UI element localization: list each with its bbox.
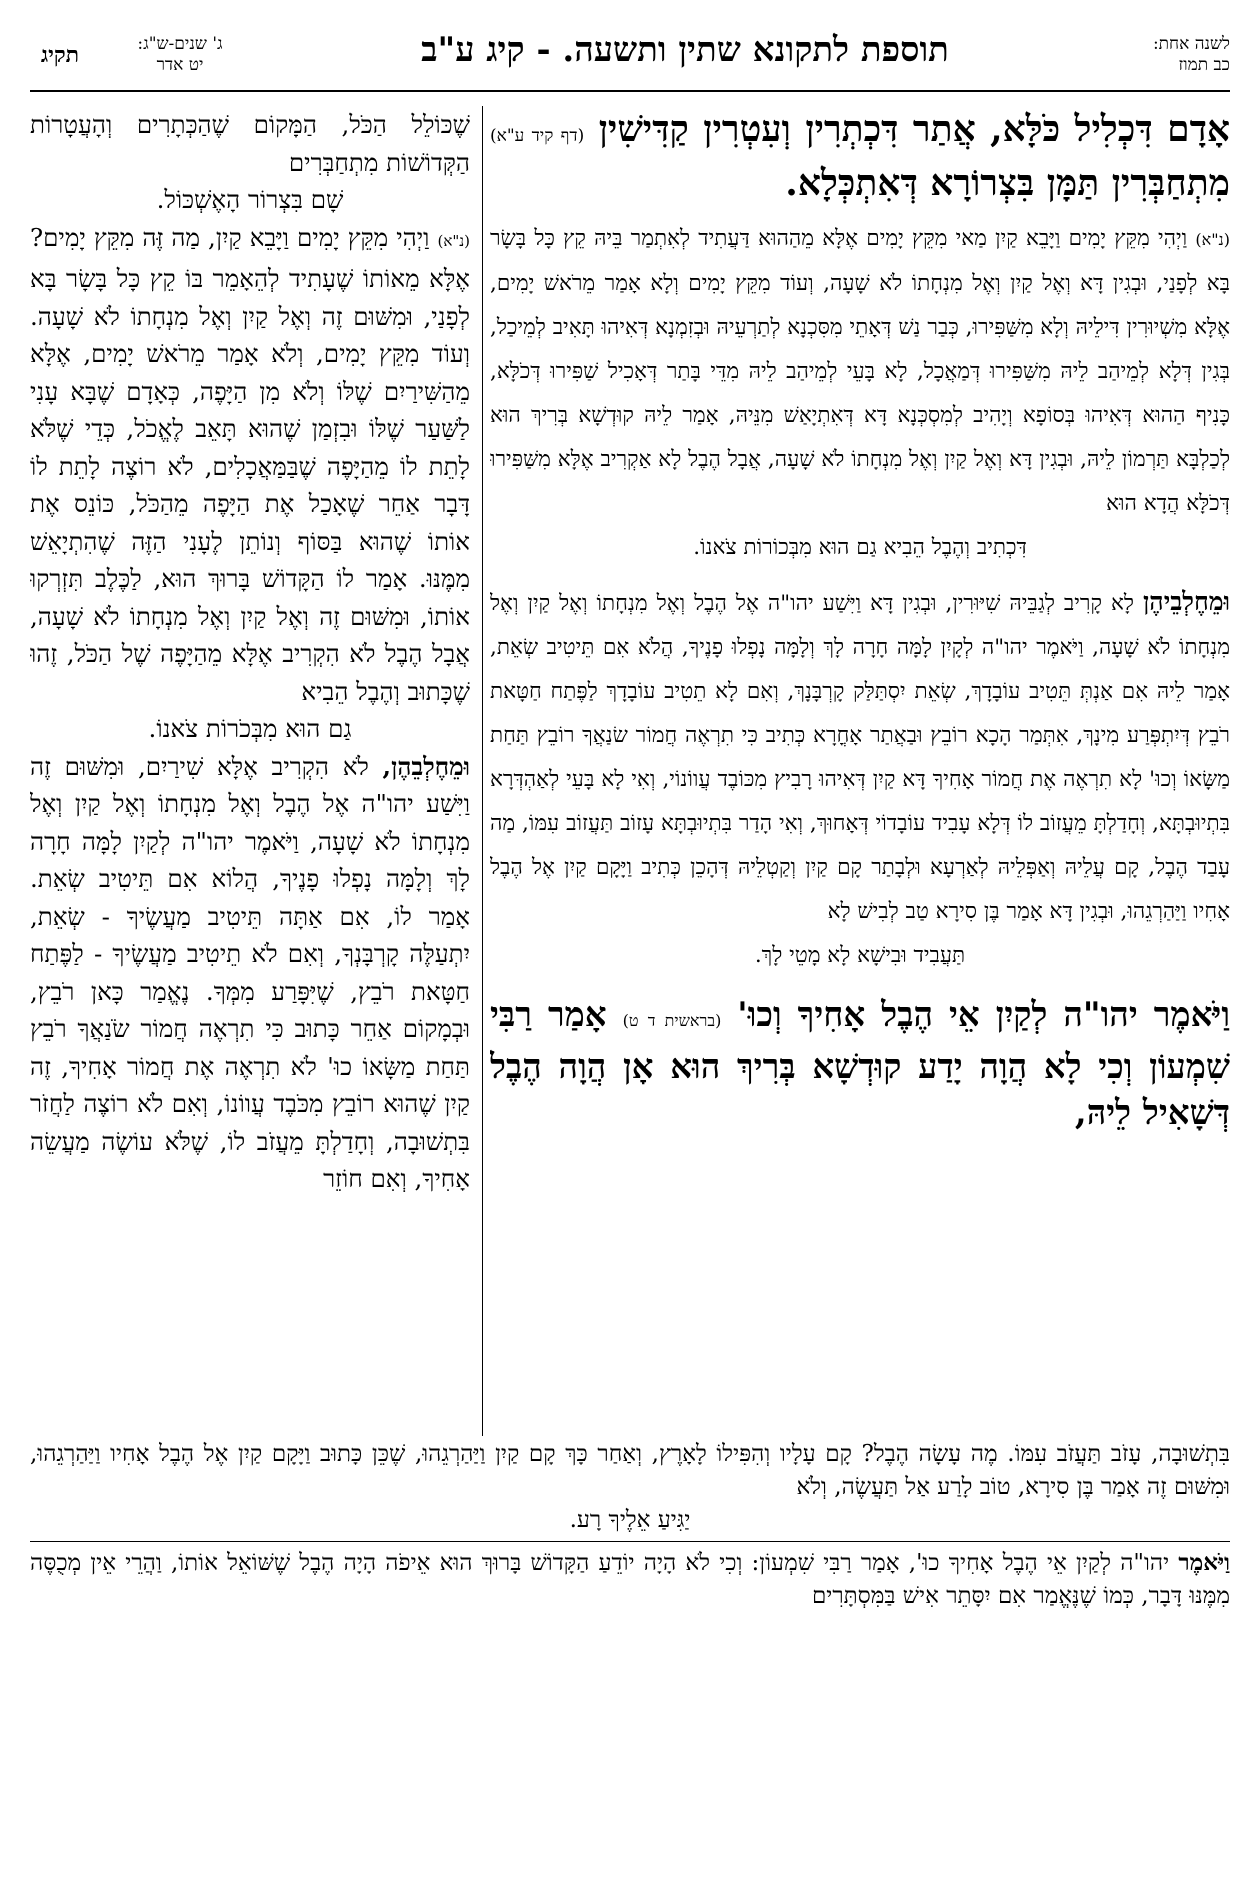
aramaic-paragraph-2-text: לָא קָרִיב לְגַבֵּיהּ שִׁיּוּרִין, וּבְגִין דָּא וַיִּשַׁע יהו"ה אֶל הֶבֶל וְאֶל מִנְחָתוֹ וְאֶל קַיִן וְאֶל מִנְחָתוֹ לֹא שָׁעָה, וַיֹּאמֶר יהו"ה לְקָיִן לָמָּה חָרָה לָךְ וְלָמָּה נָפְלוּ פָנֶיךָ, הֲלֹא אִם תֵּיטִיב שְׂאֵת, אָמַר לֵיהּ אִם אַנְתְּ תֵּטִיב עוֹבָדָךְ, שְׂאֵת יִסְתַּלַּק קָרְבָּנָךְ, וְאִם לָא תֵטִיב עוֹבָדָךְ לַפֶּתַח חַטָּאת רֹבֵץ דְּיִתְפְּרַע מִינָךְ, אִתְּמַר הָכָא רוֹבֵץ וּבַאֲתַר אָחֳרָא כְּתִיב כִּי תִרְאֶה חֲמוֹר שׂנַאֲךָ רוֹבֵץ תַּחַת מַשָּׂאוֹ וְכוּ' לָא תִרְאֶה אֶת חֲמוֹר אָחִיךָ דָּא קַיִן דְּאִיהוּ רָבִיץ מִכּוֹבֶד עֲווֹנוֹי, וְאִי לָא בָּעֵי לְאַהְדְּרָא בִּתְיוּבְתָּא, וְחָדַלְתָּ מֵעֲזוֹב לוֹ דְּלָא עָבִיד עוֹבָדוֹי דְּאָחוּךְ, וְאִי הָדַר בִּתְיוּבְתָּא עָזוֹב תַּעֲזוֹב עִמּוֹ, מַה עָבַד הֶבֶל, קָם עֲלֵיהּ וְאַפְּלֵיהּ לְאַרְעָא וּלְבָתַר קָם קַיִן וְקַטְלֵיהּ דְּהָכֵן כְּתִיב וַיָּקָם קַיִן אֶל הֶבֶל אָחִיו וַיַּהַרְגֵהוּ, וּבְגִין דָּא אָמַר בֶּן סִירָא טַב לְבִישׁ לָא [490,591,1230,924]
hebrew-paragraph-3 [30,748,470,1198]
bottom-section [30,1438,1230,1613]
hebrew-paragraph-1-end: שָׁם בִּצְרוֹר הָאֶשְׁכּוֹל. [156,185,344,214]
aramaic-paragraph-2 [490,580,1230,934]
aramaic-paragraph-1 [490,217,1230,526]
page-title: תוספת לתקונא שתין ותשעה. - קיג ע"ב [421,30,949,70]
tail-part-b: אָמַר רַבִּי שִׁמְעוֹן וְכִי לָא הֲוָה יָדַע קוּדְשָׁא בְּרִיךְ הוּא אָן הֲוָה הֶבֶל דְּשָׁאִיל לֵיהּ, [490,995,1230,1133]
hebrew-column [30,106,470,1436]
schedule-one-year-label: לשנה אחת: [1152,34,1230,54]
aramaic-heading [490,106,1230,207]
aramaic-paragraph-2-end: תַּעֲבִיד וּבִישָׁא לָא מָטֵי לָךְ. [754,943,966,968]
page-number: תקיג [40,42,80,68]
bottom-paragraph-2-lead: וַיֹּאמֶר [1178,1549,1230,1576]
hebrew-paragraph-3-lead: וּמֵחֶלְבֵהֶן, [382,751,470,781]
schedule-one-year-date: כב תמוז [1178,55,1230,75]
heading-reference: (דף קיד ע"א) [490,126,585,146]
schedule-one-year [1110,34,1230,76]
heading-part-b: מִתְחַבְּרִין תַּמָּן בִּצְרוֹרָא דְּאִתְכְּלָא. [785,162,1230,204]
schedule-three-years-label: ג' שנים-ש"ג: [137,34,223,54]
hebrew-paragraph-2-end: גַם הוּא מִבְּכֹרוֹת צֹאנוֹ. [148,714,352,743]
bottom-paragraph-2-text: יהו"ה לְקַיִן אֵי הֶבֶל אָחִיךָ כוּ', אָמַר רַבִּי שִׁמְעוֹן: וְכִי לֹא הָיָה יוֹדֵעַ הַקָּדוֹשׁ בָּרוּךְ הוּא אֵיפֹה הָיָה הֶבֶל שֶׁשּׁוֹאֵל אוֹתוֹ, וַהֲרֵי אֵין מְכֻסֶּה מִמֶּנּוּ דָּבָר, כְּמוֹ שֶׁנֶּאֱמַר אִם יִסָּתֵר אִישׁ בַּמִּסְתָּרִים [30,1550,1230,1609]
hebrew-paragraph-2 [30,219,470,711]
aramaic-tail-heading [490,992,1230,1136]
schedule-three-years-date: יט אדר [156,55,204,75]
hebrew-paragraph-1: שֶׁכּוֹלֵל הַכֹּל, הַמָּקוֹם שֶׁהַכְּתָרִים וְהָעֲטָרוֹת הַקְּדוֹשׁוֹת מִתְחַבְּרִים [30,110,470,177]
header-divider [30,90,1230,92]
tail-part-a: וַיֹּאמֶר יהו"ה לְקַיִן אֵי הֶבֶל אָחִיךָ וְכוּ' [737,995,1230,1035]
bottom-line-1: בִּתְשׁוּבָה, עָזֹב תַּעֲזֹב עִמּוֹ. מֶה עָשָׂה הֶבֶל? קָם עָלָיו וְהִפִּילוֹ לָאָרֶץ, וְאַחַר כָּךְ קָם קַיִן וַיַּהַרְגֵהוּ, שֶׁכֵּן כָּתוּב וַיָּקָם קַיִן אֶל הֶבֶל אָחִיו וַיַּהַרְגֵהוּ, וּמִשּׁוּם זֶה אָמַר בֶּן סִירָא, טוֹב לָרַע אַל תַּעֲשֶׂה, וְלֹא [30,1441,1230,1500]
column-divider [482,106,483,1436]
aramaic-column [490,106,1230,1436]
schedule-three-years [100,34,260,76]
page [30,28,1230,1868]
variant-tag: (נ"א) [1195,230,1230,249]
hebrew-variant-tag: (נ"א) [437,231,470,250]
page-header [30,28,1230,98]
hebrew-paragraph-3-text: לֹא הִקְרִיב אֶלָּא שִׁירַיִם, וּמִשּׁוּם זֶה וַיִּשַׁע יהו"ה אֶל הֶבֶל וְאֶל מִנְחָתוֹ וְאֶל קַיִן וְאֶל מִנְחָתוֹ לֹא שָׁעָה, וַיֹּאמֶר יהו"ה לְקַיִן לָמָּה חָרָה לָךְ וְלָמָּה נָפְלוּ פָנֶיךָ, הֲלוֹא אִם תֵּיטִיב שְׂאֵת. אָמַר לוֹ, אִם אַתָּה תֵּיטִיב מַעֲשֶׂיךָ - שְׂאֵת, יִתְעַלֶּה קָרְבָּנְךָ, וְאִם לֹא תֵיטִיב מַעֲשֶׂיךָ - לַפֶּתַח חַטָּאת רֹבֵץ, שֶׁיִּפָּרַע מִמְּךָ. נֶאֱמַר כָּאן רֹבֵץ, וּבְמָקוֹם אַחֵר כָּתוּב כִּי תִרְאֶה חֲמוֹר שֹׂנַאֲךָ רֹבֵץ תַּחַת מַשָּׂאוֹ כוּ' לֹא תִרְאֶה אֶת חֲמוֹר אָחִיךָ, זֶה קַיִן שֶׁהוּא רוֹבֵץ מִכֹּבֶד עֲווֹנוֹ, וְאִם לֹא רוֹצֶה לַחֲזֹר בִּתְשׁוּבָה, וְחָדַלְתָּ מֵעֲזֹב לוֹ, שֶׁלֹּא עוֹשֶׂה מַעֲשֵׂה אָחִיךָ, וְאִם חוֹזֵר [30,751,470,1193]
tail-reference: (בראשית ד ט) [622,1011,722,1030]
bottom-line-1-end: יַגִּיעַ אֵלֶיךָ רָע. [569,1507,691,1533]
bottom-paragraph-2 [30,1546,1230,1613]
aramaic-paragraph-1-end: דִּכְתִיב וְהֶבֶל הֵבִיא גַם הוּא מִבְּכוֹרוֹת צֹאנוֹ. [693,535,1027,560]
aramaic-paragraph-2-lead: וּמֵחֶלְבֵיהֶן [1142,587,1230,616]
aramaic-paragraph-1-text: וַיְהִי מִקֵּץ יָמִים וַיָּבֵא קַיִן מַאי מִקֵּץ יָמִים אֶלָּא מֵהַהוּא דַּעֲתִיד לְאִתְמַר בֵּיהּ קֵץ כָּל בָּשָׂר בָּא לְפָנַי, וּבְגִין דָּא וְאֶל קַיִן וְאֶל מִנְחָתוֹ לֹא שָׁעָה, וְעוֹד מִקֵּץ יָמִים וְלָא אָמַר מֵרֹאשׁ יָמִים, אֶלָּא מִשְׁיוּרִין דִּילֵיהּ וְלָא מִשַּׁפִּירוּ, כְּבַר נַשׁ דְּאָתֵי מִסִּכְנָא לְתַרְעֵיהּ וּבְזִמְנָא דְּאִיהוּ תָּאִיב לְמֵיכַל, בְּגִין דְּלָא לְמֵיהַב לֵיהּ מִשַּׁפִּירוּ דְּמַאֲכָל, לָא בָּעֵי לְמֵיהַב לֵיהּ מִדֵּי בָּתַר דְּאָכִיל שַׁפִּירוּ דְּכֹלָּא, כָּנִיף הַהוּא דְּאִיהוּ בְּסוֹפָא וְיָהִיב לְמִסְכְּנָא דָּא דְּאִתְיָאַשׁ מִנֵּיהּ, אָמַר לֵיהּ קוּדְשָׁא בְּרִיךְ הוּא לְכַלְבָּא תַּרְמוֹן לֵיהּ, וּבְגִין דָּא וְאֶל קַיִן וְאֶל מִנְחָתוֹ לֹא שָׁעָה, אֲבָל הֶבֶל לָא אַקְרִיב אֶלָּא מִשַּׁפִּירוּ דְּכֹלָּא הֲדָא הוּא [490,226,1230,516]
heading-part-a: אָדָם דִּכְלִיל כֹּלָּא, אֲתַר דִּכְתְרִין וְעִטְרִין קַדִּישִׁין [598,108,1230,150]
hebrew-paragraph-2-text: וַיְהִי מִקֵּץ יָמִים וַיָּבֵא קַיִן, מַה זֶּה מִקֵּץ יָמִים? אֶלָּא מֵאוֹתוֹ שֶׁעָתִיד לְהֵאָמֵר בּוֹ קֵץ כָּל בָּשָׂר בָּא לְפָנַי, וּמִשּׁוּם זֶה וְאֶל קַיִן וְאֶל מִנְחָתוֹ לֹא שָׁעָה. וְעוֹד מִקֵּץ יָמִים, וְלֹא אָמַר מֵרֹאשׁ יָמִים, אֶלָּא מֵהַשִּׁירַיִם שֶׁלּוֹ וְלֹא מִן הַיָּפֶה, כְּאָדָם שֶׁבָּא עָנִי לַשַּׁעַר שֶׁלּוֹ וּבִזְמַן שֶׁהוּא תָּאֵב לֶאֱכֹל, כְּדֵי שֶׁלֹּא לָתֵת לוֹ מֵהַיָּפֶה שֶׁבַּמַּאֲכָלִים, לֹא רוֹצֶה לָתֵת לוֹ דָּבָר אַחֵר שֶׁאָכַל אֶת הַיָּפֶה מֵהַכֹּל, כּוֹנֵס אֶת אוֹתוֹ שֶׁהוּא בַּסּוֹף וְנוֹתֵן לֶעָנִי הַזֶּה שֶׁהִתְיָאֵשׁ מִמֶּנּוּ. אָמַר לוֹ הַקָּדוֹשׁ בָּרוּךְ הוּא, לַכֶּלֶב תִּזְרְקוּ אוֹתוֹ, וּמִשּׁוּם זֶה וְאֶל קַיִן וְאֶל מִנְחָתוֹ לֹא שָׁעָה, אֲבָל הֶבֶל לֹא הִקְרִיב אֶלָּא מֵהַיָּפֶה שֶׁל הַכֹּל, זֶהוּ שֶׁכָּתוּב וְהֶבֶל הֵבִיא [30,222,470,706]
bottom-divider [30,1541,1230,1542]
